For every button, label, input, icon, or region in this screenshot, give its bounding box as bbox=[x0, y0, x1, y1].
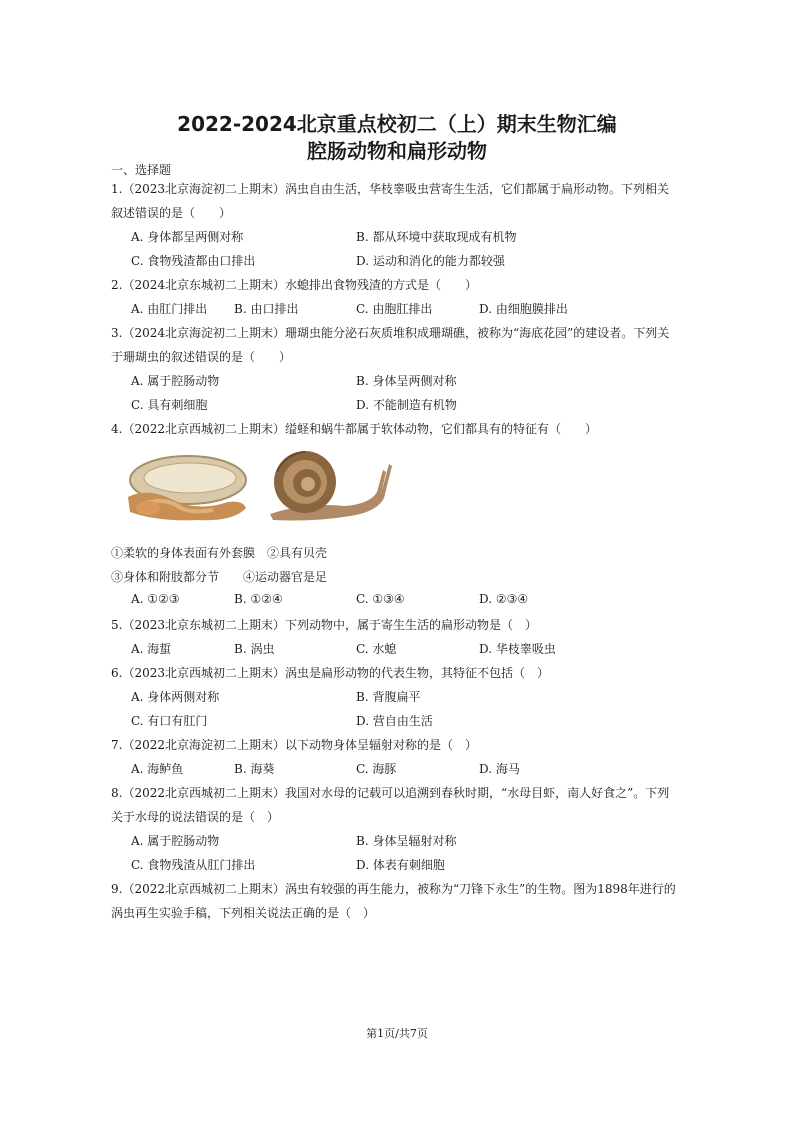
question-2-option-b: B. 由口排出 bbox=[234, 302, 299, 316]
question-7-option-c: C. 海豚 bbox=[356, 762, 397, 776]
question-5-option-a: A. 海蜇 bbox=[131, 642, 172, 656]
question-9-line-1: 9.（2022北京西城初二上期末）涡虫有较强的再生能力，被称为“刀锋下永生”的生物。图为1898年进行的 bbox=[111, 882, 676, 896]
snail-drawing bbox=[265, 442, 395, 527]
razor-clam-photo bbox=[118, 442, 253, 531]
question-8-line-2: 关于水母的说法错误的是（ ） bbox=[111, 810, 280, 824]
page-footer: 第1页/共7页 bbox=[366, 1027, 428, 1040]
question-5-line-1: 5.（2023北京东城初二上期末）下列动物中，属于寄生生活的扁形动物是（ ） bbox=[111, 618, 537, 632]
question-6-option-b: B. 背腹扁平 bbox=[356, 690, 421, 704]
question-1-option-d: D. 运动和消化的能力都较强 bbox=[356, 254, 505, 268]
question-8-option-d: D. 体表有刺细胞 bbox=[356, 858, 445, 872]
question-3-option-b: B. 身体呈两侧对称 bbox=[356, 374, 457, 388]
question-1-line-1: 1.（2023北京海淀初二上期末）涡虫自由生活，华枝睾吸虫营寄生生活，它们都属于扁形动物。下列相关 bbox=[111, 182, 669, 196]
question-4-option-c: C. ①③④ bbox=[356, 592, 405, 606]
question-3-option-c: C. 具有刺细胞 bbox=[131, 398, 208, 412]
question-8-option-a: A. 属于腔肠动物 bbox=[131, 834, 220, 848]
question-6-option-a: A. 身体两侧对称 bbox=[131, 690, 220, 704]
question-7-line-1: 7.（2022北京海淀初二上期末）以下动物身体呈辐射对称的是（ ） bbox=[111, 738, 477, 752]
question-9-line-2: 涡虫再生实验手稿，下列相关说法正确的是（ ） bbox=[111, 906, 376, 920]
document-subtitle: 腔肠动物和扁形动物 bbox=[307, 139, 487, 163]
question-4-option-a: A. ①②③ bbox=[131, 592, 180, 606]
snail-photo bbox=[265, 442, 395, 531]
question-5-option-b: B. 涡虫 bbox=[234, 642, 275, 656]
question-5-option-c: C. 水螅 bbox=[356, 642, 397, 656]
question-7-option-b: B. 海葵 bbox=[234, 762, 275, 776]
document-title: 2022-2024北京重点校初二（上）期末生物汇编 bbox=[177, 112, 617, 136]
question-4-option-d: D. ②③④ bbox=[479, 592, 529, 606]
section-heading: 一、选择题 bbox=[111, 163, 172, 177]
razor-clam-drawing bbox=[118, 442, 253, 527]
question-6-line-1: 6.（2023北京西城初二上期末）涡虫是扁形动物的代表生物，其特征不包括（ ） bbox=[111, 666, 549, 680]
question-3-option-a: A. 属于腔肠动物 bbox=[131, 374, 220, 388]
question-8-option-c: C. 食物残渣从肛门排出 bbox=[131, 858, 256, 872]
question-7-option-a: A. 海鲈鱼 bbox=[131, 762, 184, 776]
question-1-option-c: C. 食物残渣都由口排出 bbox=[131, 254, 256, 268]
question-8-option-b: B. 身体呈辐射对称 bbox=[356, 834, 457, 848]
question-1-option-a: A. 身体都呈两侧对称 bbox=[131, 230, 244, 244]
question-4-option-b: B. ①②④ bbox=[234, 592, 283, 606]
question-7-option-d: D. 海马 bbox=[479, 762, 520, 776]
question-3-line-2: 于珊瑚虫的叙述错误的是（ ） bbox=[111, 350, 292, 364]
question-5-option-d: D. 华枝睾吸虫 bbox=[479, 642, 556, 656]
question-2-option-d: D. 由细胞膜排出 bbox=[479, 302, 568, 316]
question-4-line-1: 4.（2022北京西城初二上期末）缢蛏和蜗牛都属于软体动物，它们都具有的特征有（ ） bbox=[111, 422, 597, 436]
question-3-line-1: 3.（2024北京海淀初二上期末）珊瑚虫能分泌石灰质堆积成珊瑚礁，被称为“海底花园”的建设者。下列关 bbox=[111, 326, 670, 340]
question-4-statement-1: ①柔软的身体表面有外套膜 ②具有贝壳 bbox=[111, 546, 328, 560]
question-1-option-b: B. 都从环境中获取现成有机物 bbox=[356, 230, 517, 244]
question-2-option-a: A. 由肛门排出 bbox=[131, 302, 208, 316]
question-6-option-c: C. 有口有肛门 bbox=[131, 714, 208, 728]
question-2-line-1: 2.（2024北京东城初二上期末）水螅排出食物残渣的方式是（ ） bbox=[111, 278, 477, 292]
question-2-option-c: C. 由胞肛排出 bbox=[356, 302, 433, 316]
question-6-option-d: D. 营自由生活 bbox=[356, 714, 433, 728]
question-1-line-2: 叙述错误的是（ ） bbox=[111, 206, 232, 220]
question-4-statement-2: ③身体和附肢都分节 ④运动器官是足 bbox=[111, 570, 328, 584]
question-3-option-d: D. 不能制造有机物 bbox=[356, 398, 457, 412]
question-8-line-1: 8.（2022北京西城初二上期末）我国对水母的记载可以追溯到春秋时期，“水母目虾，南人好食之”。下列 bbox=[111, 786, 670, 800]
